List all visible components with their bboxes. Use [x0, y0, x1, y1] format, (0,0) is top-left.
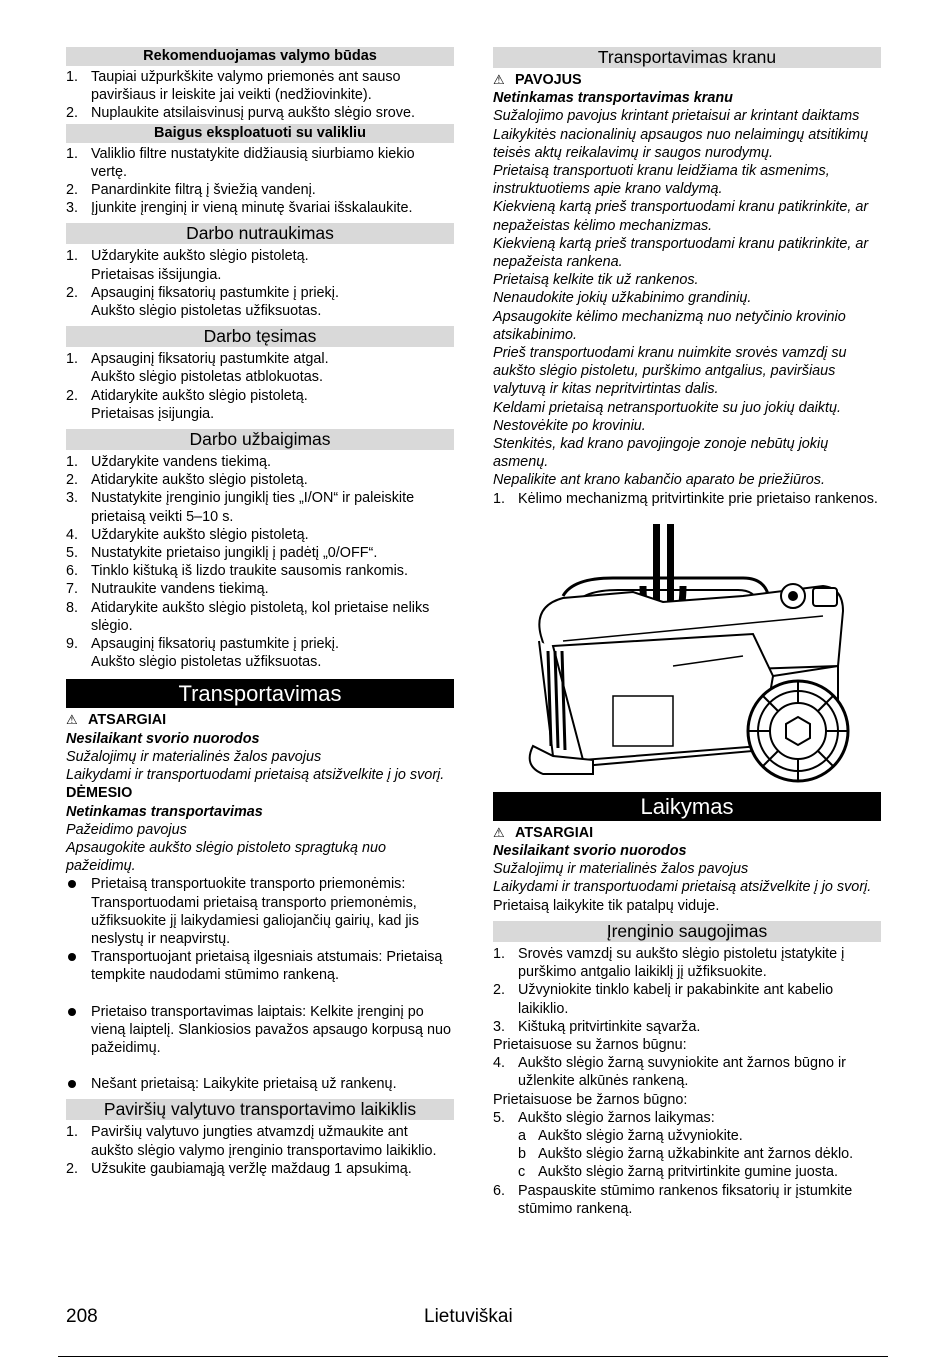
danger-line: Prieš transportuodami kranu nuimkite srovės vamzdį su aukšto slėgio pistoletu, purškimo antgalius, paviršiaus valytuvą ir kitas nepritvirtintas dalis. [493, 345, 847, 398]
section-heading: Baigus eksploatuoti su valikliu [66, 124, 454, 143]
condition-text: Prietaisuose su žarnos būgnu: [493, 1036, 687, 1053]
notice-heading: Netinkamas transportavimas [66, 803, 263, 820]
section-heading: Darbo užbaigimas [66, 429, 454, 450]
notice-label: DĖMESIO [66, 785, 133, 802]
list-item: 9. Apsauginį fiksatorių pastumkite į priekį. Aukšto slėgio pistoletas užfiksuotas. [66, 636, 339, 671]
notice-risk: Pažeidimo pavojus [66, 821, 187, 838]
danger-line: Nenaudokite jokių užkabinimo grandinių. [493, 290, 752, 307]
chapter-heading: Laikymas [493, 792, 881, 821]
caution-text: Laikydami ir transportuodami prietaisą atsižvelkite į jo svorį. [493, 879, 872, 896]
list-item: 1. Kėlimo mechanizmą pritvirtinkite prie prietaiso rankenos. [493, 490, 878, 507]
caution-heading: Nesilaikant svorio nuorodos [493, 843, 687, 860]
list-item: 1. Uždarykite vandens tiekimą. [66, 454, 271, 471]
list-item: 2. Panardinkite filtrą į šviežią vandenį. [66, 182, 316, 199]
sub-list-item: c Aukšto slėgio žarną pritvirtinkite gumine juosta. [518, 1164, 838, 1181]
list-item: 2. Atidarykite aukšto slėgio pistoletą. Prietaisas įsijungia. [66, 387, 308, 422]
bullet-icon [68, 880, 76, 888]
section-heading: Rekomenduojamas valymo būdas [66, 47, 454, 66]
danger-heading: Netinkamas transportavimas kranu [493, 90, 733, 107]
danger-line: Stenkitės, kad krano pavojingoje zonoje nebūtų jokių asmenų. [493, 436, 829, 471]
list-item: 1. Taupiai užpurkškite valymo priemonės ant sauso paviršiaus ir leiskite jai veikti (nedžiovinkite). [66, 69, 401, 104]
list-item: 5. Nustatykite prietaiso jungiklį į padėtį „0/OFF“. [66, 545, 378, 562]
notice-text: Apsaugokite aukšto slėgio pistoleto spragtuką nuo pažeidimų. [66, 839, 387, 875]
bullet-item: Transportuojant prietaisą ilgesniais atstumais: Prietaisą tempkite naudodami stūmimo rankeną. [66, 948, 454, 984]
danger-line: Laikykitės nacionalinių apsaugos nuo nelaimingų atsitikimų teisės aktų reikalavimų ir saugos nurodymų. [493, 126, 869, 161]
list-item: 1. Uždarykite aukšto slėgio pistoletą. Prietaisas išsijungia. [66, 248, 309, 283]
danger-line: Prietaisą kelkite tik už rankenos. [493, 272, 699, 289]
section-heading: Darbo nutraukimas [66, 223, 454, 244]
warning-triangle-icon: ⚠ [493, 824, 505, 840]
danger-line: Prietaisą transportuoti kranu leidžiama tik asmenims, instruktuotiems apie krano valdymą. [493, 163, 830, 198]
list-item: 1. Srovės vamzdį su aukšto slėgio pistoletu įstatykite į purškimo antgalio laikiklį jį užfiksuokite. [493, 945, 845, 981]
caution-heading: Nesilaikant svorio nuorodos [66, 730, 260, 747]
indoor-storage-text: Prietaisą laikykite tik patalpų viduje. [493, 897, 720, 914]
list-item: 2. Užvyniokite tinklo kabelį ir pakabinkite ant kabelio laikiklio. [493, 982, 834, 1017]
danger-line: Kiekvieną kartą prieš transportuodami kranu patikrinkite, ar nepažeista rankena. [493, 235, 869, 271]
list-item: 3. Nustatykite įrenginio jungiklį ties „I/ON“ ir paleiskite prietaisą veikti 5–10 s. [66, 490, 415, 525]
list-item: 1. Valiklio filtre nustatykite didžiausią siurbiamo kiekio vertę. [66, 145, 415, 180]
list-item: 4. Uždarykite aukšto slėgio pistoletą. [66, 526, 309, 543]
list-item: 6. Paspauskite stūmimo rankenos fiksatorių ir įstumkite stūmimo rankeną. [493, 1182, 853, 1217]
list-item: 2. Atidarykite aukšto slėgio pistoletą. [66, 472, 308, 489]
section-heading: Įrenginio saugojimas [493, 921, 881, 942]
chapter-heading: Transportavimas [66, 679, 454, 708]
list-item: 2. Nuplaukite atsilaisvinusį purvą aukšto slėgio srove. [66, 105, 415, 122]
section-heading: Paviršių valytuvo transportavimo laikiklis [66, 1099, 454, 1120]
list-item: 2. Užsukite gaubiamąją veržlę maždaug 1 apsukimą. [66, 1160, 412, 1177]
list-item: 3. Įjunkite įrenginį ir vieną minutę švariai išskalaukite. [66, 200, 413, 217]
caution-risk: Sužalojimų ir materialinės žalos pavojus [66, 748, 322, 765]
bullet-icon [68, 953, 76, 961]
danger-line: Sužalojimo pavojus krintant prietaisui ar krintant daiktams [493, 108, 860, 125]
list-item: 5. Aukšto slėgio žarnos laikymas: [493, 1109, 715, 1126]
sub-list-item: b Aukšto slėgio žarną užkabinkite ant žarnos dėklo. [518, 1146, 854, 1163]
bullet-icon [68, 1080, 76, 1088]
bullet-item: Prietaiso transportavimas laiptais: Kelkite įrenginį po vieną laiptelį. Slankiosios pavažos apsaugo korpusą nuo pažeidimų. [66, 1003, 454, 1058]
crane-lifting-illustration [493, 516, 881, 786]
footer-rule [58, 1356, 888, 1357]
footer-language: Lietuviškai [424, 1306, 513, 1327]
left-column [66, 46, 454, 1178]
danger-line: Keldami prietaisą netransportuokite su juo jokių daiktų. [493, 399, 841, 416]
warning-triangle-icon: ⚠ [493, 72, 505, 87]
list-item: 1. Apsauginį fiksatorių pastumkite atgal. Aukšto slėgio pistoletas atblokuotas. [66, 351, 329, 386]
section-heading: Transportavimas kranu [493, 47, 881, 68]
sub-list-item: a Aukšto slėgio žarną užvyniokite. [518, 1127, 743, 1144]
bullet-icon [68, 1008, 76, 1016]
list-item: 1. Paviršių valytuvo jungties atvamzdį užmaukite ant aukšto slėgio valymo įrenginio transportavimo laikiklio. [66, 1124, 437, 1159]
caution-label: ⚠ ATSARGIAI [66, 712, 167, 729]
caution-label: ⚠ ATSARGIAI [493, 824, 594, 841]
list-item: 6. Tinklo kištuką iš lizdo traukite sausomis rankomis. [66, 563, 408, 580]
danger-line: Kiekvieną kartą prieš transportuodami kranu patikrinkite, ar nepažeistas kėlimo mechanizmas. [493, 199, 869, 234]
warning-triangle-icon: ⚠ [66, 712, 78, 728]
danger-line: Nestovėkite po kroviniu. [493, 417, 646, 434]
danger-label: ⚠ PAVOJUS [493, 72, 582, 88]
list-item: 4. Aukšto slėgio žarną suvyniokite ant žarnos būgno ir užlenkite alkūnės rankeną. [493, 1055, 846, 1090]
caution-risk: Sužalojimų ir materialinės žalos pavojus [493, 861, 749, 878]
list-item: 7. Nutraukite vandens tiekimą. [66, 581, 269, 598]
list-item: 3. Kištuką pritvirtinkite sąvarža. [493, 1018, 701, 1035]
condition-text: Prietaisuose be žarnos būgno: [493, 1091, 688, 1108]
caution-text: Laikydami ir transportuodami prietaisą atsižvelkite į jo svorį. [66, 767, 445, 784]
bullet-item: Nešant prietaisą: Laikykite prietaisą už rankenų. [66, 1075, 454, 1093]
pressure-washer-illustration [493, 516, 881, 786]
list-item: 8. Atidarykite aukšto slėgio pistoletą, kol prietaise neliks slėgio. [66, 599, 430, 634]
bullet-item: Prietaisą transportuokite transporto priemonėmis: Transportuodami prietaisą transporto priemonėmis, užfiksuokite jį laikydamiesi galiojančių gairių, kad jis neslystų ir neapvirstų. [66, 875, 454, 948]
list-item: 2. Apsauginį fiksatorių pastumkite į priekį. Aukšto slėgio pistoletas užfiksuotas. [66, 284, 339, 320]
right-column [493, 46, 881, 1218]
danger-line: Apsaugokite kėlimo mechanizmą nuo netyčinio krovinio atsikabinimo. [493, 308, 846, 343]
page-number: 208 [66, 1306, 98, 1327]
danger-line: Nepalikite ant krano kabančio aparato be priežiūros. [493, 472, 825, 489]
section-heading: Darbo tęsimas [66, 326, 454, 347]
